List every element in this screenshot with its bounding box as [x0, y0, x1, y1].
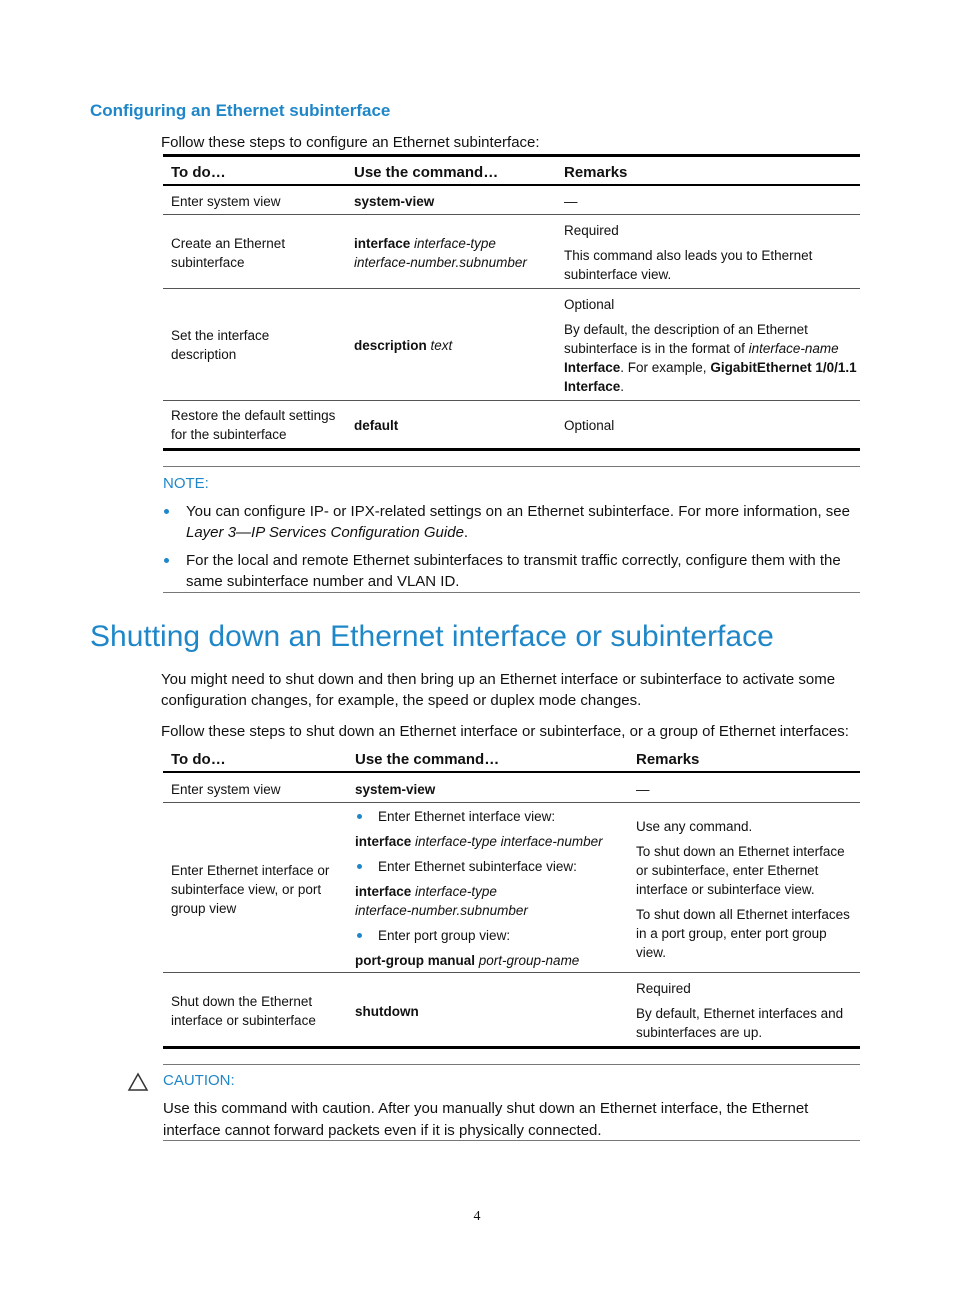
page-number: 4 — [473, 1209, 481, 1224]
table-row-todo: Create an Ethernet subinterface — [171, 236, 286, 270]
table-row-remarks: — — [564, 194, 578, 209]
table-header-command: Use the command… — [354, 164, 499, 181]
table-row-remarks: Optional — [564, 418, 615, 433]
caution-bottom-rule — [163, 1140, 860, 1141]
table-header-remarks: Remarks — [636, 751, 700, 768]
subinterface-config-table — [163, 154, 860, 454]
table-row-todo: Restore the default settings for the subinterface — [171, 408, 336, 442]
caution-label: CAUTION: — [163, 1072, 235, 1089]
table-row-command: system-view — [354, 194, 435, 209]
table-row-todo: Set the interface description — [171, 328, 270, 362]
bullet-dot-icon — [357, 864, 362, 869]
table-row-remarks: Optional — [564, 297, 615, 312]
note-label: NOTE: — [163, 475, 209, 492]
section1-intro: Follow these steps to configure an Ethernet subinterface: — [161, 134, 540, 151]
table-row-todo: Shut down the Ethernet interface or subinterface — [171, 994, 316, 1028]
table-row-remarks: Use any command. — [636, 819, 753, 834]
note-top-rule — [163, 466, 860, 467]
warning-triangle-icon — [127, 1072, 149, 1095]
caution-top-rule — [163, 1064, 860, 1065]
table-row-todo: Enter Ethernet interface or subinterface view, or port group view — [171, 863, 330, 916]
table-row-command: default — [354, 418, 399, 433]
table-row-remarks-detail: To shut down an Ethernet interface or subinterface, enter Ethernet interface or subinterface view. — [636, 844, 845, 897]
table-row-remarks: Required — [564, 223, 619, 238]
bullet-dot-icon — [164, 509, 169, 514]
note-bullet-1: You can configure IP- or IPX-related settings on an Ethernet subinterface. For more information, see Layer 3—IP Services Configuration Guide. — [163, 501, 863, 543]
section2-para2: Follow these steps to shut down an Ethernet interface or subinterface, or a group of Ethernet interfaces: — [161, 723, 849, 740]
table-row-command: interface interface-type interface-number.subnumber — [354, 236, 527, 270]
table-row-remarks-detail: To shut down all Ethernet interfaces in a port group, enter port group view. — [636, 907, 850, 960]
table-row-remarks-detail: This command also leads you to Ethernet subinterface view. — [564, 248, 813, 282]
section-heading-shutting-down: Shutting down an Ethernet interface or subinterface — [90, 620, 774, 653]
bullet-dot-icon — [357, 933, 362, 938]
table-row-remarks: Required — [636, 981, 691, 996]
table-row-command-list: Enter Ethernet interface view: interface interface-type interface-number Enter Ethernet subinterface view: interface interface-type interface-number.subnumber Enter port group view: port-group manual port-group-name — [355, 809, 603, 968]
table-row-remarks: — — [636, 782, 650, 797]
bullet-dot-icon — [164, 558, 169, 563]
note-bottom-rule — [163, 592, 860, 593]
bullet-dot-icon — [357, 814, 362, 819]
table-row-todo: Enter system view — [171, 194, 281, 209]
table-header-todo: To do… — [171, 164, 226, 181]
table-header-todo: To do… — [171, 751, 226, 768]
section-heading-configuring-subinterface: Configuring an Ethernet subinterface — [90, 101, 391, 120]
table-row-remarks-detail: By default, the description of an Ethernet subinterface is in the format of interface-name Interface. For example, GigabitEthernet 1/0/1.1 Interface. — [564, 322, 857, 394]
table-row-remarks-detail: By default, Ethernet interfaces and subinterfaces are up. — [636, 1006, 844, 1040]
table-header-command: Use the command… — [355, 751, 500, 768]
table-header-remarks: Remarks — [564, 164, 628, 181]
note-bullet-2: For the local and remote Ethernet subinterfaces to transmit traffic correctly, configure them with the same subinterface number and VLAN ID. — [163, 550, 863, 592]
table-row-command: system-view — [355, 782, 436, 797]
table-row-command: shutdown — [355, 1004, 419, 1019]
table-row-command: description text — [354, 338, 453, 353]
section2-para1: You might need to shut down and then bring up an Ethernet interface or subinterface to activate some configuration changes, for example, the speed or duplex mode changes. — [161, 671, 836, 709]
caution-text: Use this command with caution. After you manually shut down an Ethernet interface, the Ethernet interface cannot forward packets even if it is physically connected. — [163, 1100, 809, 1139]
shutdown-table — [163, 741, 860, 1051]
table-row-todo: Enter system view — [171, 782, 281, 797]
